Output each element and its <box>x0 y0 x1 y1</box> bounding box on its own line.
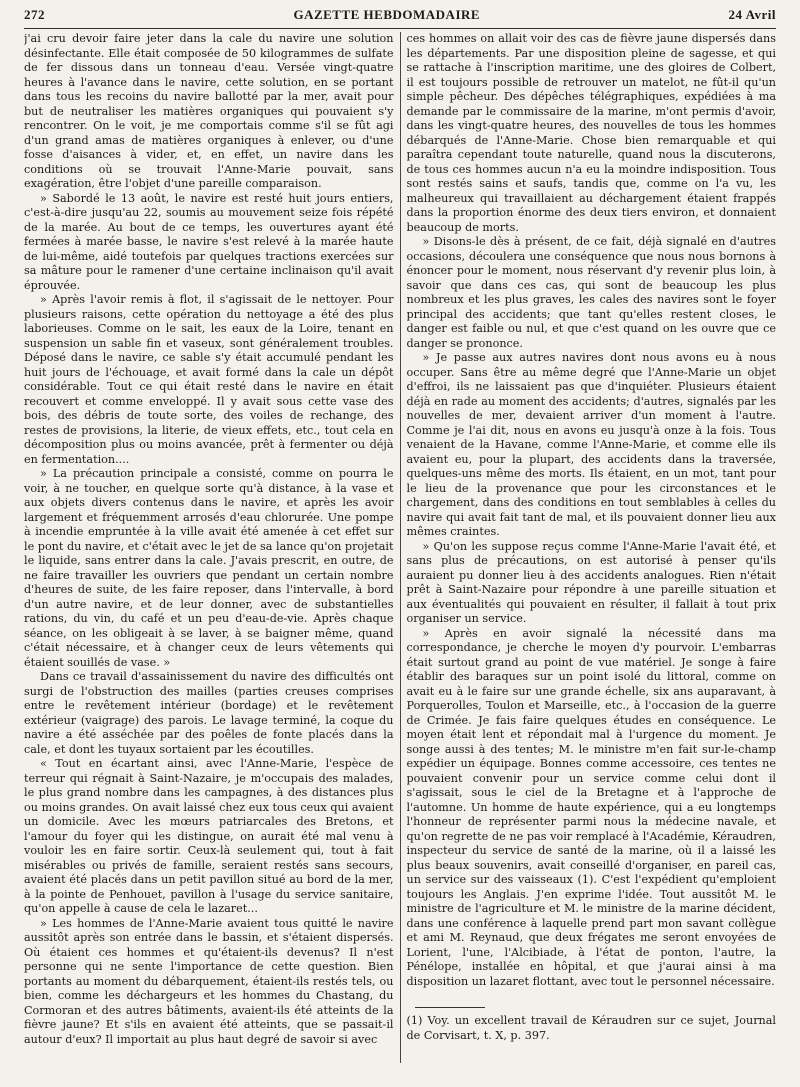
paragraph: » Les hommes de l'Anne-Marie avaient tous quitté le navire aussitôt après son entrée dans le bassin, et s'étaient dispersés. Où étaient ces hommes et qu'étaient-ils devenus? Il n'est personne qui ne sente l'importance de cette question. Bien portants au moment du débarquement, étaient-ils restés tels, ou bien, comme les déchargeurs et les hommes du Chastang, du Cormoran et des autres bâtiments, avaient-ils été atteints de la fièvre jaune? Et s'ils en avaient été atteints, que se passait-il autour d'eux? Il importait au plus haut degré de savoir si avec <box>24 916 394 1046</box>
paragraph: j'ai cru devoir faire jeter dans la cale du navire une solution désinfectante. Elle était composée de 50 kilogrammes de sulfate de fer dissous dans un tonneau d'eau. Versée vingt-quatre heures à l'avance dans le navire, cette solution, en se portant dans tous les recoins du navire ballotté par la mer, avait pour but de neutraliser les matières organiques qui pouvaient s'y rencontrer. On le voit, je me comportais comme s'il se fût agi d'un grand amas de matières organiques à enlever, ou d'une fosse d'aisances à vider, et, en effet, un navire dans les conditions où se trouvait l'Anne-Marie pouvait, sans exagération, être l'objet d'une pareille comparaison. <box>24 32 394 190</box>
column-divider <box>400 32 401 1063</box>
paragraph: « Tout en écartant ainsi, avec l'Anne-Marie, l'espèce de terreur qui régnait à Saint-Nazaire, je m'occupais des malades, le plus grand nombre dans les campagnes, à des distances plus ou moins grandes. On avait laissé chez eux tous ceux qui avaient un domicile. Avec les mœurs patriarcales des Bretons, et l'amour du foyer qui les distingue, on aurait été mal venu à vouloir les en faire sortir. Ceux-là seulement qui, tout à fait misérables ou privés de famille, seraient restés sans secours, avaient été placés dans un petit pavillon situé au bord de la mer, à la pointe de Penhouet, pavillon à l'usage du service sanitaire, qu'on appelle à cause de cela le lazaret... <box>24 757 394 915</box>
left-column <box>24 32 394 1063</box>
paragraph: » Disons-le dès à présent, de ce fait, déjà signalé en d'autres occasions, découlera une conséquence que nous nous bornons à énoncer pour le moment, nous réservant d'y revenir plus loin, à savoir que dans ces cas, qui sont de beaucoup les plus nombreux et les plus graves, les cales des navires sont le foyer principal des accidents; que tant qu'elles restent closes, le danger est faible ou nul, et que c'est quand on les ouvre que ce danger se prononce. <box>406 235 776 350</box>
header-rule <box>24 28 776 29</box>
page-header <box>24 4 776 26</box>
right-column <box>407 32 777 1063</box>
footnote-rule <box>415 1007 485 1008</box>
paragraph: » Qu'on les suppose reçus comme l'Anne-Marie l'avait été, et sans plus de précautions, on est autorisé à penser qu'ils auraient pu donner lieu à des accidents analogues. Rien n'était prêt à Saint-Nazaire pour répondre à une pareille situation et aux éventualités qui pouvaient en résulter, il fallait à tout prix organiser un service. <box>406 539 776 625</box>
paragraph: » Sabordé le 13 août, le navire est resté huit jours entiers, c'est-à-dire jusqu'au 22, soumis au mouvement seize fois répété de la marée. Au bout de ce temps, les ouvertures ayant été fermées à marée basse, le navire s'est relevé à la marée haute de lui-même, aidé toutefois par quelques tractions exercées sur sa mâture pour le ramener d'une certaine inclinaison qu'il avait éprouvée. <box>24 191 394 292</box>
paragraph: » La précaution principale a consisté, comme on pourra le voir, à ne toucher, en quelque sorte qu'à distance, à la vase et aux objets divers contenus dans le navire, et après les avoir largement et fréquemment arrosés d'eau chlorurée. Une pompe à incendie empruntée à la ville avait été amenée à cet effet sur le pont du navire, et c'était avec le jet de sa lance qu'on projetait le liquide, sans entrer dans la cale. J'avais prescrit, en outre, de ne faire travailler les ouvriers que pendant un certain nombre d'heures de suite, de les faire reposer, dans l'intervalle, à bord d'un autre navire, et de leur donner, avec de substantielles rations, du vin, du café et un peu d'eau-de-vie. Après chaque séance, on les obligeait à se laver, à se baigner même, quand c'était nécessaire, et à changer ceux de leurs vêtements qui étaient souillés de vase. » <box>24 467 394 669</box>
paragraph: » Après en avoir signalé la nécessité dans ma correspondance, je cherche le moyen d'y pourvoir. L'embarras était surtout grand au point de vue matériel. Je songe à faire établir des baraques sur un point isolé du littoral, comme on avait eu à le faire sur une grande échelle, six ans auparavant, à Porquerolles, Toulon et Marseille, etc., à l'occasion de la guerre de Crimée. Je fais faire quelques études en conséquence. Le moyen était lent et répondait mal à l'urgence du moment. Je songe aussi à des tentes; M. le ministre m'en fait sur-le-champ expédier un équipage. Bonnes comme accessoire, ces tentes ne pouvaient convenir pour un service comme celui dont il s'agissait, sous le ciel de la Bretagne et à l'approche de l'automne. Un homme de haute expérience, qui a eu longtemps l'honneur de représenter parmi nous la médecine navale, et qu'on regrette de ne pas voir remplacé à l'Académie, Kéraudren, inspecteur du service de santé de la marine, où il a laissé les plus beaux souvenirs, avait conseillé d'organiser, en pareil cas, un service sur des vaisseaux (1). C'est l'expédient qu'emploient toujours les Anglais. J'en exprime l'idée. Tout aussitôt M. le ministre de l'agriculture et M. le ministre de la marine décident, dans une conférence à laquelle prend part mon savant collègue et ami M. Reynaud, que deux frégates me seront envoyées de Lorient, l'une, l'Alcibiade, à l'état de ponton, l'autre, la Pénélope, installée en hôpital, et que j'aurai ainsi à ma disposition un lazaret flottant, avec tout le personnel nécessaire. <box>406 626 776 988</box>
paragraph: » Je passe aux autres navires dont nous avons eu à nous occuper. Sans être au même degré que l'Anne-Marie un objet d'effroi, ils ne laissaient pas que d'inquiéter. Plusieurs étaient déjà en rade au moment des accidents; d'autres, signalés par les nouvelles de mer, devaient arriver d'un moment à l'autre. Comme je l'ai dit, nous en avons eu jusqu'à onze à la fois. Tous venaient de la Havane, comme l'Anne-Marie, et comme elle ils avaient eu, pour la plupart, des accidents dans la traversée, quelques-uns même des morts. Ils étaient, en un mot, tant pour le lieu de la provenance que pour les circonstances et le chargement, dans des conditions en tout semblables à celles du navire qui avait fait tant de mal, et ils pouvaient donner lieu aux mêmes craintes. <box>406 351 776 538</box>
paragraph: ces hommes on allait voir des cas de fièvre jaune dispersés dans les départements. Par une disposition pleine de sagesse, et qui se rattache à l'inscription maritime, une des gloires de Colbert, il est toujours possible de retrouver un matelot, ne fût-il qu'un simple pêcheur. Des dépêches télégraphiques, expédiées à ma demande par le commissaire de la marine, m'ont permis d'avoir, dans les vingt-quatre heures, des nouvelles de tous les hommes débarqués de l'Anne-Marie. Chose bien remarquable et qui paraîtra cependant toute naturelle, quand nous la discuterons, de tous ces hommes aucun n'a eu la moindre indisposition. Tous sont restés sains et saufs, tandis que, comme on l'a vu, les malheureux qui travaillaient au déchargement étaient frappés dans la proportion énorme des deux tiers environ, et donnaient beaucoup de morts. <box>406 32 776 234</box>
footnote: (1) Voy. un excellent travail de Kéraudren sur ce sujet, Journal de Corvisart, t. X, p. 397. <box>406 1014 776 1042</box>
page-number: 272 <box>24 7 45 22</box>
paragraph: » Après l'avoir remis à flot, il s'agissait de le nettoyer. Pour plusieurs raisons, cette opération du nettoyage a été des plus laborieuses. Comme on le sait, les eaux de la Loire, tenant en suspension un sable fin et vaseux, sont généralement troubles. Déposé dans le navire, ce sable s'y était accumulé pendant les huit jours de l'échouage, et avait formé dans la cale un dépôt considérable. Tout ce qui était resté dans le navire en était recouvert et comme enveloppé. Il y avait sous cette vase des bois, des débris de toute sorte, des voiles de rechange, des restes de provisions, la literie, de vieux effets, etc., tout cela en décomposition plus ou moins avancée, prêt à fermenter ou déjà en fermentation.... <box>24 293 394 466</box>
issue-date: 24 Avril <box>728 7 776 22</box>
publication-title: GAZETTE HEBDOMADAIRE <box>293 7 481 22</box>
paragraph: Dans ce travail d'assainissement du navire des difficultés ont surgi de l'obstruction des mailles (parties creuses comprises entre le revêtement intérieur (bordage) et le revêtement extérieur (vaigrage) des parois. Le lavage terminé, la coque du navire a été asséchée par des poêles de fonte placés dans la cale, et dont les tuyaux sortaient par les écoutilles. <box>24 670 394 756</box>
text-columns <box>24 32 776 1063</box>
